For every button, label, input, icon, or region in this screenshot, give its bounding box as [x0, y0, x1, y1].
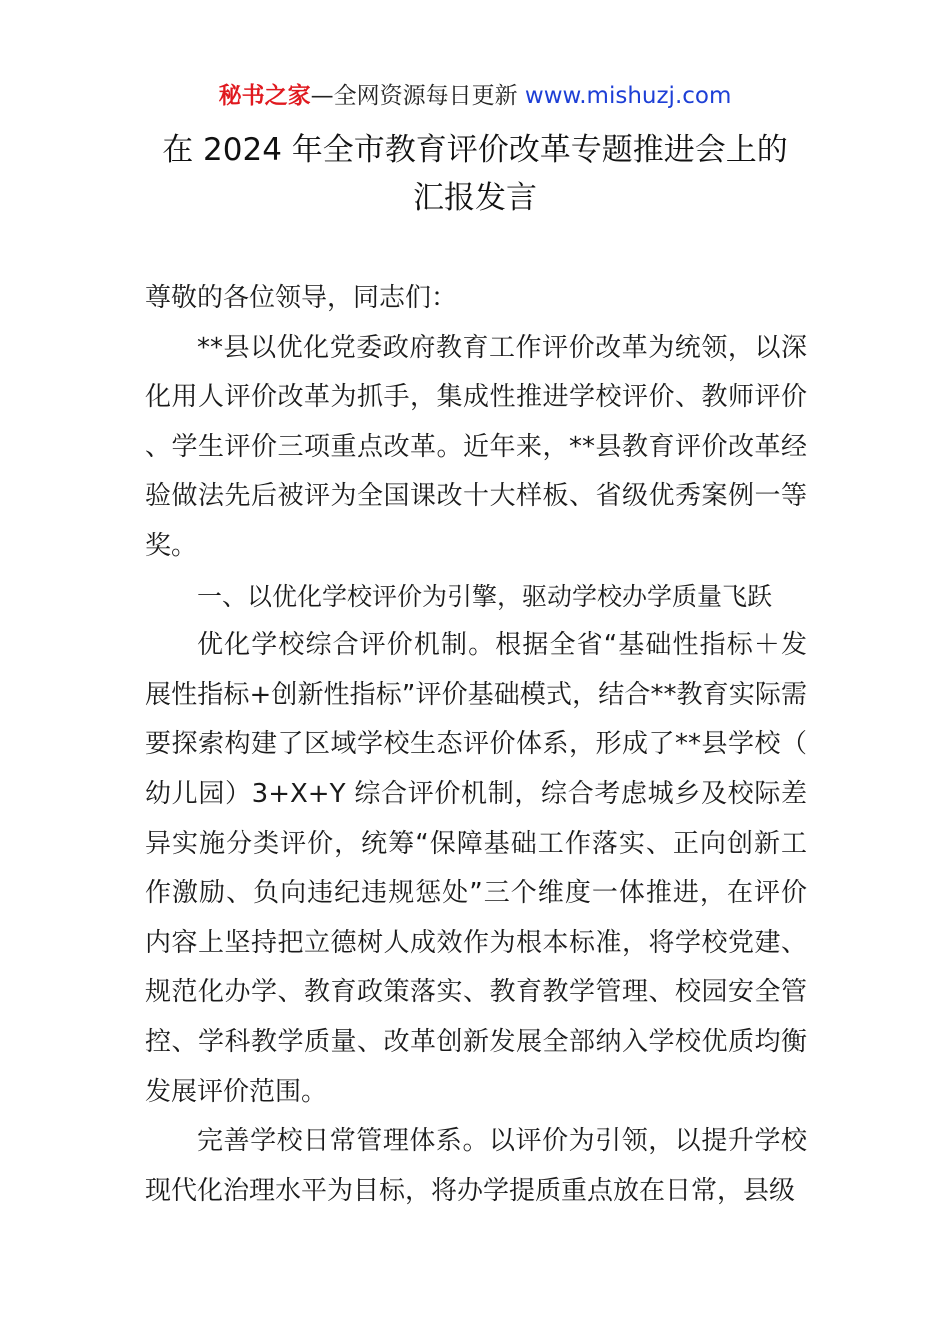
title-line-1: 在 2024 年全市教育评价改革专题推进会上的 [162, 132, 788, 168]
header-tagline: —全网资源每日更新 [310, 83, 525, 109]
document-body [145, 274, 807, 1216]
document-title [0, 126, 950, 222]
title-line-2: 汇报发言 [413, 180, 537, 216]
brand-name: 秘书之家 [218, 83, 311, 109]
site-url-link[interactable]: www.mishuzj.com [524, 83, 732, 109]
body-paragraph: 完善学校日常管理体系。以评价为引领，以提升学校现代化治理水平为目标，将办学提质重点放在日常，县级 [145, 1126, 807, 1206]
section-heading: 一、以优化学校评价为引擎，驱动学校办学质量飞跃 [197, 581, 773, 611]
body-paragraph: **县以优化党委政府教育工作评价改革为统领，以深化用人评价改革为抓手，集成性推进学校评价、教师评价、学生评价三项重点改革。近年来，**县教育评价改革经验做法先后被评为全国课改十大样板、省级优秀案例一等奖。 [145, 332, 807, 561]
body-paragraph: 优化学校综合评价机制。根据全省“基础性指标＋发展性指标+创新性指标”评价基础模式，结合**教育实际需要探索构建了区域学校生态评价体系，形成了**县学校（幼儿园）3+X+Y 综合评价机制，综合考虑城乡及校际差异实施分类评价，统筹“保障基础工作落实、正向创新工作激励、负向违纪违规惩处”三个维度一体推进，在评价内容上坚持把立德树人成效作为根本标准，将学校党建、规范化办学、教育政策落实、教育教学管理、校园安全管控、学科教学质量、改革创新发展全部纳入学校优质均衡发展评价范围。 [145, 630, 807, 1107]
site-header [0, 80, 950, 112]
salutation: 尊敬的各位领导，同志们： [145, 283, 458, 313]
